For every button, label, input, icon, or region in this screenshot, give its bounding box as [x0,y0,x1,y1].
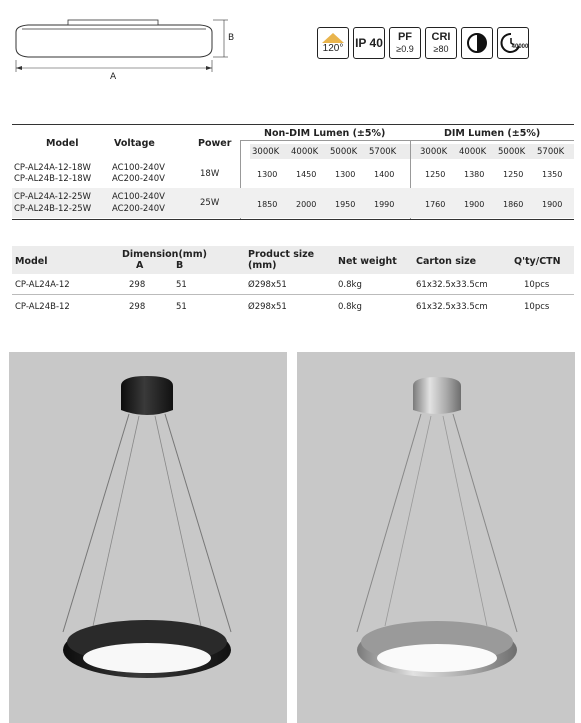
net-weight-value: 0.8kg [338,302,362,312]
lumen-value: 1250 [503,170,524,179]
beam-angle-text: 120° [322,42,344,54]
lumen-value: 1450 [296,170,317,179]
table-row [12,160,574,187]
model-name: CP-AL24A-12 [15,280,70,290]
cct-5000k: 5000K [330,147,358,157]
black-pendant-photo [9,352,287,723]
cct-5700k: 5700K [537,147,565,157]
lumen-value: 1300 [335,170,356,179]
beam-angle-icon [317,27,349,59]
model-name: CP-AL24A-12-18W [14,163,91,173]
dimension-a-value: 298 [129,302,146,312]
dim-values [425,170,581,179]
cct-4000k: 4000K [291,147,319,157]
lifetime-icon [497,27,529,59]
col-dimension-a: A [136,260,144,271]
nondim-values [257,200,413,209]
col-power: Power [198,138,232,149]
col-voltage: Voltage [114,138,155,149]
col-dimension: Dimension(mm) [122,249,207,260]
table-row [12,276,574,294]
dimension-a-value: 298 [129,280,146,290]
col-product-size: Product size [248,249,315,260]
lumen-value: 1850 [257,200,278,209]
ip-rating-text: IP 40 [355,36,383,50]
col-carton-size: Carton size [416,256,477,267]
product-size-value: Ø298x51 [248,280,287,290]
dimmable-icon [461,27,493,59]
lumen-value: 1380 [464,170,485,179]
lumen-value: 1300 [257,170,278,179]
nondim-values [257,170,413,179]
qty-value: 10pcs [524,280,550,290]
table-rule [12,219,574,220]
pf-label: PF [397,31,413,43]
dim-cct-row [420,147,576,157]
lumen-value: 1990 [374,200,395,209]
lifetime-text: 40000 [511,44,529,50]
ip-rating-icon [353,27,385,59]
cct-3000k: 3000K [420,147,448,157]
model-name: CP-AL24B-12-25W [14,204,92,214]
table-row [12,297,574,317]
col-product-size-unit: (mm) [248,260,277,271]
cri-label: CRI [431,31,451,43]
net-weight-value: 0.8kg [338,280,362,290]
voltage-value: AC100-240V [112,192,165,202]
carton-size-value: 61x32.5x33.5cm [416,280,488,290]
lumen-value: 1860 [503,200,524,209]
cct-3000k: 3000K [252,147,280,157]
qty-value: 10pcs [524,302,550,312]
nondim-cct-row [252,147,408,157]
cri-icon [425,27,457,59]
lumen-value: 1900 [464,200,485,209]
lumen-value: 1900 [542,200,563,209]
silver-pendant-photo [297,352,575,723]
model-name: CP-AL24B-12-18W [14,174,92,184]
col-model: Model [15,256,48,267]
power-factor-icon [389,27,421,59]
carton-size-value: 61x32.5x33.5cm [416,302,488,312]
table-row [12,188,574,218]
cct-5000k: 5000K [498,147,526,157]
power-value: 18W [200,169,220,179]
voltage-value: AC100-240V [112,163,165,173]
dimension-b-value: 51 [176,280,187,290]
dimension-label-a: A [110,72,117,82]
lumen-value: 1400 [374,170,395,179]
dimension-drawing [8,10,238,85]
col-model: Model [46,138,79,149]
lumen-value: 1760 [425,200,446,209]
table-divider [240,140,574,141]
col-net-weight: Net weight [338,256,397,267]
dimension-b-value: 51 [176,302,187,312]
lumen-value: 1250 [425,170,446,179]
dim-table-header [12,246,574,274]
cct-4000k: 4000K [459,147,487,157]
col-nondim-lumen: Non-DIM Lumen (±5%) [264,128,386,139]
product-size-value: Ø298x51 [248,302,287,312]
col-dim-lumen: DIM Lumen (±5%) [444,128,541,139]
model-name: CP-AL24A-12-25W [14,192,91,202]
power-value: 25W [200,198,220,208]
lumen-value: 2000 [296,200,317,209]
col-qty: Q'ty/CTN [514,256,561,267]
voltage-value: AC200-240V [112,174,165,184]
table-rule [12,294,574,295]
lumen-value: 1950 [335,200,356,209]
lumen-value: 1350 [542,170,563,179]
voltage-value: AC200-240V [112,204,165,214]
feature-icons [317,27,529,59]
pf-value: ≥0.9 [396,44,414,54]
cri-value: ≥80 [433,44,449,54]
col-dimension-b: B [176,260,184,271]
cct-5700k: 5700K [369,147,397,157]
dimension-label-b: B [228,33,235,43]
model-name: CP-AL24B-12 [15,302,70,312]
dim-values [425,200,581,209]
table-rule [12,124,574,125]
